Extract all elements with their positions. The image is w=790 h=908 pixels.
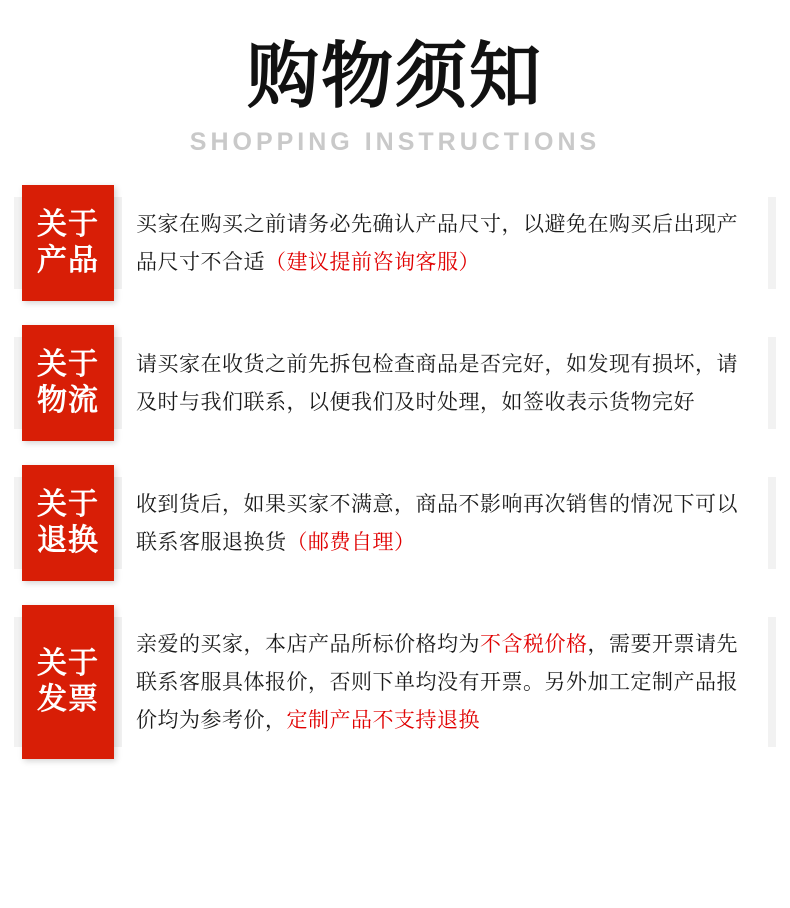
text-part-highlight: （建议提前咨询客服） [265, 250, 480, 274]
instruction-section-product [14, 185, 776, 301]
text-part: ，需要开票请先联系客服具体报价，否则下单均没有开票。另外加工定制产品报价均为参考价， [136, 632, 738, 732]
tag-line-1: 关于 [37, 487, 99, 522]
text-part: 收到货后，如果买家不满意，商品不影响再次销售的情况下可以联系客服退换货 [136, 492, 738, 554]
instruction-section-logistics [14, 325, 776, 441]
page-subtitle: SHOPPING INSTRUCTIONS [189, 128, 601, 156]
section-text [122, 335, 768, 431]
text-part: 买家在购买之前请务必先确认产品尺寸，以避免在购买后出现产品尺寸不合适 [136, 212, 738, 274]
text-part-highlight: （邮费自理） [286, 530, 416, 554]
section-text [122, 195, 768, 291]
section-tag-returns [22, 465, 114, 581]
tag-line-2: 发票 [37, 682, 99, 717]
section-body-returns [122, 475, 768, 571]
instruction-section-returns [14, 465, 776, 581]
tag-line-1: 关于 [37, 207, 99, 242]
text-part-highlight: 不含税价格 [480, 632, 588, 656]
section-body-logistics [122, 335, 768, 431]
tag-line-2: 退换 [37, 523, 99, 558]
section-text [122, 475, 768, 571]
section-text [122, 615, 768, 749]
page-title: 购物须知 [246, 34, 543, 118]
section-tag-invoice [22, 605, 114, 759]
instruction-section-invoice [14, 605, 776, 759]
section-body-product [122, 195, 768, 291]
text-part: 请买家在收货之前先拆包检查商品是否完好，如发现有损坏，请及时与我们联系，以便我们及时处理，如签收表示货物完好 [136, 352, 738, 414]
section-body-invoice [122, 615, 768, 749]
tag-line-2: 产品 [37, 243, 99, 278]
tag-line-2: 物流 [37, 383, 99, 418]
tag-line-1: 关于 [37, 347, 99, 382]
section-tag-logistics [22, 325, 114, 441]
page-header [0, 0, 790, 157]
tag-line-1: 关于 [37, 646, 99, 681]
text-part-highlight: 定制产品不支持退换 [286, 708, 480, 732]
text-part: 亲爱的买家，本店产品所标价格均为 [136, 632, 480, 656]
instruction-sections [0, 185, 790, 759]
section-tag-product [22, 185, 114, 301]
